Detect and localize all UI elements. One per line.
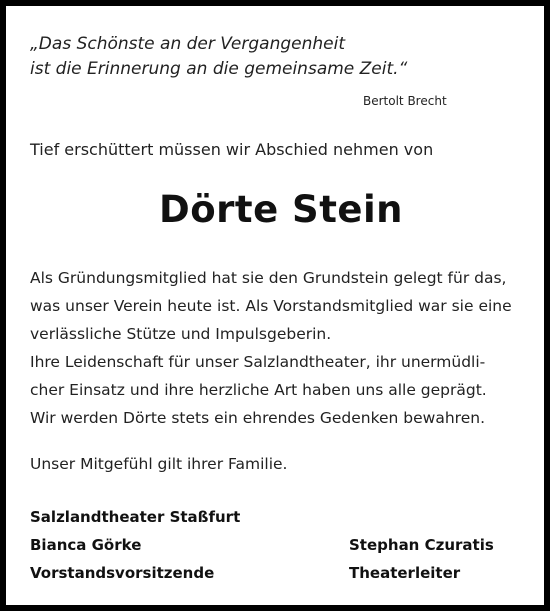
signature-right [349, 531, 494, 587]
memorial-quote [30, 32, 407, 82]
signature-left [30, 503, 240, 587]
signer-name-left: Bianca Görke [30, 536, 142, 554]
tribute-line: Wir werden Dörte stets ein ehrendes Gedenken bewahren. [30, 409, 486, 427]
tribute-text [30, 264, 530, 432]
quote-line-2: ist die Erinnerung an die gemeinsame Zeit.“ [30, 59, 408, 79]
condolence-text: Unser Mitgefühl gilt ihrer Familie. [30, 455, 288, 473]
quote-line-1: „Das Schönste an der Vergangenheit [30, 34, 345, 54]
deceased-name: Dörte Stein [159, 188, 403, 231]
tribute-line: Als Gründungsmitglied hat sie den Grundstein gelegt für das, [30, 269, 507, 287]
signer-name-right: Stephan Czuratis [349, 536, 494, 554]
tribute-line: verlässliche Stütze und Impulsgeberin. [30, 325, 332, 343]
organization-name: Salzlandtheater Staßfurt [30, 508, 241, 526]
tribute-line: Ihre Leidenschaft für unser Salzlandtheater, ihr unermüdli- [30, 353, 486, 371]
tribute-line: was unser Verein heute ist. Als Vorstandsmitglied war sie eine [30, 297, 512, 315]
signer-role-right: Theaterleiter [349, 564, 461, 582]
signer-role-left: Vorstandsvorsitzende [30, 564, 215, 582]
quote-author: Bertolt Brecht [363, 94, 447, 108]
intro-text: Tief erschüttert müssen wir Abschied nehmen von [30, 140, 434, 159]
tribute-line: cher Einsatz und ihre herzliche Art haben uns alle geprägt. [30, 381, 487, 399]
